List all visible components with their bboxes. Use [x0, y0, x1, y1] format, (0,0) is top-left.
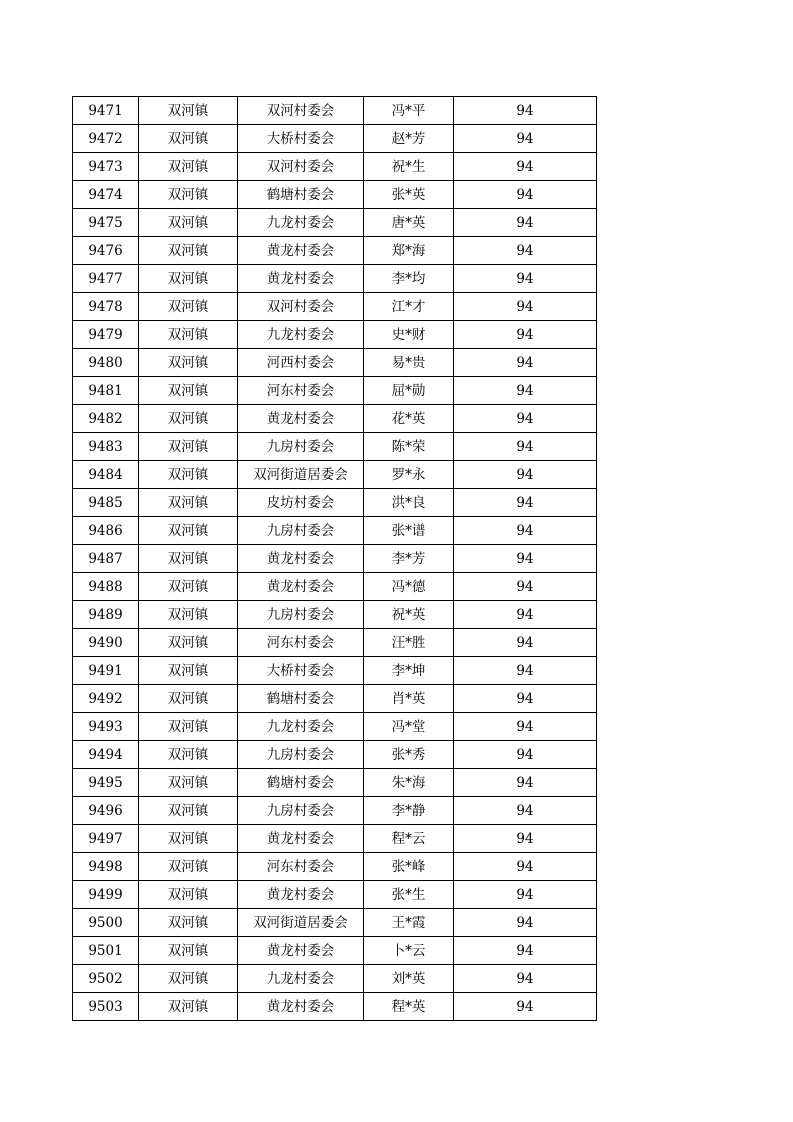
person-name-cell: 李*均 [364, 265, 454, 293]
person-name-cell: 冯*平 [364, 97, 454, 125]
score-cell: 94 [454, 825, 597, 853]
table-row [73, 125, 597, 153]
town-cell: 双河镇 [139, 881, 238, 909]
table-row [73, 321, 597, 349]
person-name-cell: 汪*胜 [364, 629, 454, 657]
table-row [73, 741, 597, 769]
serial-number-cell: 9483 [73, 433, 139, 461]
table-row [73, 993, 597, 1021]
table-row [73, 153, 597, 181]
score-cell: 94 [454, 125, 597, 153]
score-cell: 94 [454, 881, 597, 909]
serial-number-cell: 9472 [73, 125, 139, 153]
serial-number-cell: 9502 [73, 965, 139, 993]
person-name-cell: 张*英 [364, 181, 454, 209]
table-row [73, 237, 597, 265]
score-cell: 94 [454, 993, 597, 1021]
village-committee-cell: 河东村委会 [238, 629, 364, 657]
score-cell: 94 [454, 517, 597, 545]
person-name-cell: 王*霞 [364, 909, 454, 937]
serial-number-cell: 9482 [73, 405, 139, 433]
table-row [73, 181, 597, 209]
serial-number-cell: 9503 [73, 993, 139, 1021]
town-cell: 双河镇 [139, 489, 238, 517]
serial-number-cell: 9471 [73, 97, 139, 125]
village-committee-cell: 双河街道居委会 [238, 461, 364, 489]
score-cell: 94 [454, 545, 597, 573]
score-cell: 94 [454, 965, 597, 993]
person-name-cell: 程*英 [364, 993, 454, 1021]
serial-number-cell: 9499 [73, 881, 139, 909]
village-committee-cell: 双河村委会 [238, 293, 364, 321]
score-cell: 94 [454, 601, 597, 629]
village-committee-cell: 黄龙村委会 [238, 573, 364, 601]
village-committee-cell: 大桥村委会 [238, 125, 364, 153]
person-name-cell: 李*坤 [364, 657, 454, 685]
score-cell: 94 [454, 657, 597, 685]
person-name-cell: 刘*英 [364, 965, 454, 993]
serial-number-cell: 9474 [73, 181, 139, 209]
serial-number-cell: 9493 [73, 713, 139, 741]
score-cell: 94 [454, 293, 597, 321]
table-row [73, 573, 597, 601]
town-cell: 双河镇 [139, 461, 238, 489]
person-name-cell: 张*峰 [364, 853, 454, 881]
village-committee-cell: 双河村委会 [238, 97, 364, 125]
town-cell: 双河镇 [139, 629, 238, 657]
person-name-cell: 祝*英 [364, 601, 454, 629]
table-row [73, 293, 597, 321]
town-cell: 双河镇 [139, 657, 238, 685]
person-name-cell: 易*贵 [364, 349, 454, 377]
serial-number-cell: 9501 [73, 937, 139, 965]
town-cell: 双河镇 [139, 265, 238, 293]
score-cell: 94 [454, 405, 597, 433]
serial-number-cell: 9477 [73, 265, 139, 293]
town-cell: 双河镇 [139, 237, 238, 265]
town-cell: 双河镇 [139, 153, 238, 181]
table-row [73, 377, 597, 405]
person-name-cell: 洪*良 [364, 489, 454, 517]
town-cell: 双河镇 [139, 349, 238, 377]
person-name-cell: 罗*永 [364, 461, 454, 489]
table-row [73, 97, 597, 125]
person-name-cell: 张*秀 [364, 741, 454, 769]
serial-number-cell: 9500 [73, 909, 139, 937]
town-cell: 双河镇 [139, 293, 238, 321]
table-body [73, 97, 597, 1021]
town-cell: 双河镇 [139, 909, 238, 937]
score-cell: 94 [454, 769, 597, 797]
person-name-cell: 朱*海 [364, 769, 454, 797]
person-name-cell: 陈*荣 [364, 433, 454, 461]
table-row [73, 909, 597, 937]
table-row [73, 489, 597, 517]
table-row [73, 601, 597, 629]
table-row [73, 517, 597, 545]
village-committee-cell: 鹤塘村委会 [238, 181, 364, 209]
score-cell: 94 [454, 349, 597, 377]
serial-number-cell: 9479 [73, 321, 139, 349]
score-cell: 94 [454, 629, 597, 657]
person-name-cell: 赵*芳 [364, 125, 454, 153]
serial-number-cell: 9490 [73, 629, 139, 657]
table-row [73, 405, 597, 433]
serial-number-cell: 9481 [73, 377, 139, 405]
table-row [73, 937, 597, 965]
score-cell: 94 [454, 741, 597, 769]
serial-number-cell: 9494 [73, 741, 139, 769]
person-name-cell: 冯*德 [364, 573, 454, 601]
town-cell: 双河镇 [139, 545, 238, 573]
town-cell: 双河镇 [139, 573, 238, 601]
score-cell: 94 [454, 937, 597, 965]
table-row [73, 853, 597, 881]
village-committee-cell: 九龙村委会 [238, 209, 364, 237]
serial-number-cell: 9492 [73, 685, 139, 713]
town-cell: 双河镇 [139, 797, 238, 825]
town-cell: 双河镇 [139, 965, 238, 993]
score-cell: 94 [454, 797, 597, 825]
village-committee-cell: 黄龙村委会 [238, 545, 364, 573]
person-name-cell: 李*静 [364, 797, 454, 825]
village-committee-cell: 黄龙村委会 [238, 937, 364, 965]
table-row [73, 797, 597, 825]
person-name-cell: 祝*生 [364, 153, 454, 181]
town-cell: 双河镇 [139, 125, 238, 153]
score-cell: 94 [454, 713, 597, 741]
data-table [72, 96, 597, 1021]
table-row [73, 545, 597, 573]
score-cell: 94 [454, 181, 597, 209]
score-cell: 94 [454, 461, 597, 489]
serial-number-cell: 9478 [73, 293, 139, 321]
person-name-cell: 史*财 [364, 321, 454, 349]
score-cell: 94 [454, 153, 597, 181]
town-cell: 双河镇 [139, 601, 238, 629]
score-cell: 94 [454, 433, 597, 461]
person-name-cell: 程*云 [364, 825, 454, 853]
village-committee-cell: 黄龙村委会 [238, 405, 364, 433]
serial-number-cell: 9489 [73, 601, 139, 629]
score-cell: 94 [454, 377, 597, 405]
serial-number-cell: 9473 [73, 153, 139, 181]
score-cell: 94 [454, 265, 597, 293]
serial-number-cell: 9498 [73, 853, 139, 881]
score-cell: 94 [454, 573, 597, 601]
town-cell: 双河镇 [139, 937, 238, 965]
person-name-cell: 屈*勋 [364, 377, 454, 405]
village-committee-cell: 河东村委会 [238, 377, 364, 405]
village-committee-cell: 九房村委会 [238, 601, 364, 629]
village-committee-cell: 皮坊村委会 [238, 489, 364, 517]
village-committee-cell: 九房村委会 [238, 741, 364, 769]
serial-number-cell: 9488 [73, 573, 139, 601]
town-cell: 双河镇 [139, 181, 238, 209]
serial-number-cell: 9476 [73, 237, 139, 265]
village-committee-cell: 九房村委会 [238, 433, 364, 461]
serial-number-cell: 9491 [73, 657, 139, 685]
score-cell: 94 [454, 97, 597, 125]
village-committee-cell: 黄龙村委会 [238, 265, 364, 293]
table-row [73, 209, 597, 237]
town-cell: 双河镇 [139, 433, 238, 461]
village-committee-cell: 九龙村委会 [238, 713, 364, 741]
score-cell: 94 [454, 685, 597, 713]
town-cell: 双河镇 [139, 321, 238, 349]
serial-number-cell: 9496 [73, 797, 139, 825]
score-cell: 94 [454, 321, 597, 349]
town-cell: 双河镇 [139, 741, 238, 769]
table-row [73, 825, 597, 853]
score-cell: 94 [454, 489, 597, 517]
serial-number-cell: 9495 [73, 769, 139, 797]
town-cell: 双河镇 [139, 713, 238, 741]
person-name-cell: 唐*英 [364, 209, 454, 237]
table-row [73, 965, 597, 993]
serial-number-cell: 9486 [73, 517, 139, 545]
table-row [73, 461, 597, 489]
score-cell: 94 [454, 237, 597, 265]
serial-number-cell: 9487 [73, 545, 139, 573]
table-row [73, 629, 597, 657]
serial-number-cell: 9480 [73, 349, 139, 377]
person-name-cell: 张*生 [364, 881, 454, 909]
table-row [73, 713, 597, 741]
person-name-cell: 张*谱 [364, 517, 454, 545]
person-name-cell: 肖*英 [364, 685, 454, 713]
village-committee-cell: 黄龙村委会 [238, 237, 364, 265]
town-cell: 双河镇 [139, 685, 238, 713]
serial-number-cell: 9484 [73, 461, 139, 489]
town-cell: 双河镇 [139, 405, 238, 433]
person-name-cell: 花*英 [364, 405, 454, 433]
village-committee-cell: 鹤塘村委会 [238, 685, 364, 713]
village-committee-cell: 九龙村委会 [238, 321, 364, 349]
town-cell: 双河镇 [139, 97, 238, 125]
table-row [73, 349, 597, 377]
town-cell: 双河镇 [139, 825, 238, 853]
serial-number-cell: 9497 [73, 825, 139, 853]
village-committee-cell: 双河村委会 [238, 153, 364, 181]
table-row [73, 881, 597, 909]
village-committee-cell: 大桥村委会 [238, 657, 364, 685]
town-cell: 双河镇 [139, 517, 238, 545]
village-committee-cell: 双河街道居委会 [238, 909, 364, 937]
table-row [73, 265, 597, 293]
town-cell: 双河镇 [139, 209, 238, 237]
table-row [73, 769, 597, 797]
score-cell: 94 [454, 853, 597, 881]
town-cell: 双河镇 [139, 993, 238, 1021]
town-cell: 双河镇 [139, 769, 238, 797]
village-committee-cell: 黄龙村委会 [238, 993, 364, 1021]
village-committee-cell: 河西村委会 [238, 349, 364, 377]
table-row [73, 433, 597, 461]
town-cell: 双河镇 [139, 853, 238, 881]
serial-number-cell: 9485 [73, 489, 139, 517]
village-committee-cell: 河东村委会 [238, 853, 364, 881]
table-row [73, 657, 597, 685]
person-name-cell: 江*才 [364, 293, 454, 321]
village-committee-cell: 黄龙村委会 [238, 825, 364, 853]
village-committee-cell: 九龙村委会 [238, 965, 364, 993]
person-name-cell: 冯*堂 [364, 713, 454, 741]
person-name-cell: 李*芳 [364, 545, 454, 573]
score-cell: 94 [454, 209, 597, 237]
person-name-cell: 卜*云 [364, 937, 454, 965]
village-committee-cell: 九房村委会 [238, 517, 364, 545]
village-committee-cell: 九房村委会 [238, 797, 364, 825]
village-committee-cell: 鹤塘村委会 [238, 769, 364, 797]
village-committee-cell: 黄龙村委会 [238, 881, 364, 909]
town-cell: 双河镇 [139, 377, 238, 405]
serial-number-cell: 9475 [73, 209, 139, 237]
score-cell: 94 [454, 909, 597, 937]
table-row [73, 685, 597, 713]
person-name-cell: 郑*海 [364, 237, 454, 265]
